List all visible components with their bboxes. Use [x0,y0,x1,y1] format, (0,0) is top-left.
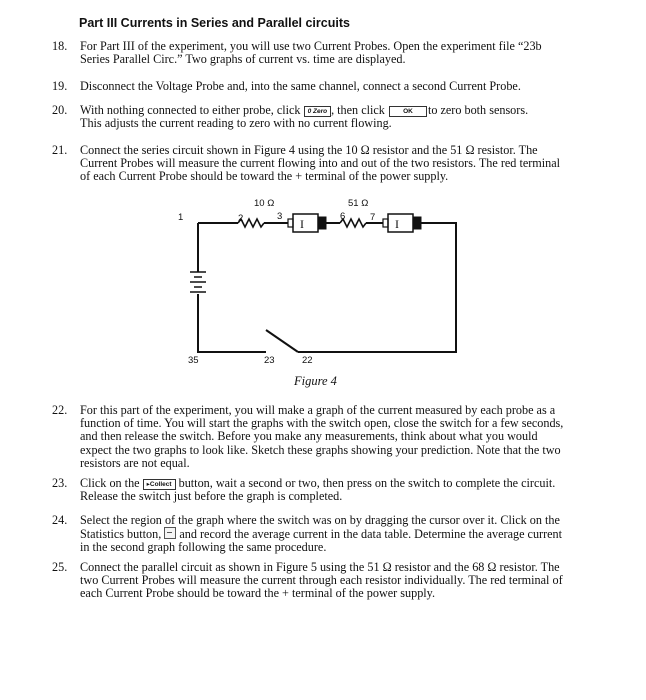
step-number: 19. [52,79,68,93]
zero-button: 0 Zero [304,106,332,117]
step-text: Select the region of the graph where the switch was on by dragging the cursor over it. Click on the Statistics button, [80,513,560,542]
node-label: 6 [340,211,346,222]
step-number: 21. [52,143,68,157]
step-number: 22. [52,403,68,417]
node-label: 3 [277,211,283,222]
current-probe-1 [293,214,318,232]
step-24 [52,514,572,556]
step-text: to zero both sensors. [427,103,529,117]
resistor-51-label: 51 Ω [348,198,369,209]
node-label: 35 [188,355,199,366]
step-text: With nothing connected to either probe, click [80,103,301,117]
node-label: 7 [370,212,376,223]
step-text: Connect the series circuit shown in Figure 4 using the 10 Ω resistor and the 51 Ω resistor. The Current Probes will measure the current flowing into and out of the two resistors. The red terminal of each Current Probe should be toward the + terminal of the power supply. [80,143,561,184]
node-label: 1 [178,212,184,223]
ok-button: OK [389,106,427,117]
probe-label: I [300,217,304,231]
section-heading: Part III Currents in Series and Parallel circuits [79,16,350,30]
step-23 [52,477,572,505]
probe-terminal [318,217,326,229]
node-label: 23 [264,355,275,366]
step-25 [52,561,572,603]
resistor-10-label: 10 Ω [254,198,275,209]
step-number: 23. [52,476,68,490]
current-probe-2 [388,214,413,232]
step-text: button, wait a second or two, then press on the switch to complete the circuit. Release the switch just before the graph is completed. [80,476,556,504]
probe-label: I [395,217,399,231]
switch-lever [266,330,298,352]
figure-caption: Figure 4 [294,374,337,388]
node-label: 22 [302,355,313,366]
circuit-wire [298,223,456,352]
step-text: , then click [331,103,385,117]
step-text: Click on the [80,476,140,490]
step-22 [52,404,572,470]
step-number: 18. [52,39,68,53]
node-label: 2 [238,213,244,224]
step-text: For Part III of the experiment, you will use two Current Probes. Open the experiment file “23b Series Parallel Circ.” Two graphs of current vs. time are displayed. [80,39,542,67]
step-text: and record the average current in the data table. Determine the average current in the second graph following the same procedure. [80,527,563,555]
collect-button: ▸Collect [143,479,176,490]
step-number: 25. [52,560,68,574]
step-text: This adjusts the current reading to zero with no current flowing. [80,116,392,131]
step-number: 20. [52,103,68,117]
step-text: For this part of the experiment, you will make a graph of the current measured by each probe as a function of time. You will start the graphs with the switch open, close the switch for a few seconds, and then release the switch. Before you make any measurements, think about what you would expect the two graphs to look like. Sketch these graphs showing your prediction. Note that the two resistors are not equal. [80,403,564,470]
probe-terminal [413,217,421,229]
step-text: Connect the parallel circuit as shown in Figure 5 using the 51 Ω resistor and the 68 Ω resistor. The two Current Probes will measure the current through each resistor individually. The red terminal of each Current Probe should be toward the + terminal of the power supply. [80,560,563,601]
circuit-wire [198,294,266,352]
statistics-icon [164,527,176,539]
step-text: Disconnect the Voltage Probe and, into the same channel, connect a second Current Probe. [80,79,521,93]
step-number: 24. [52,513,68,527]
